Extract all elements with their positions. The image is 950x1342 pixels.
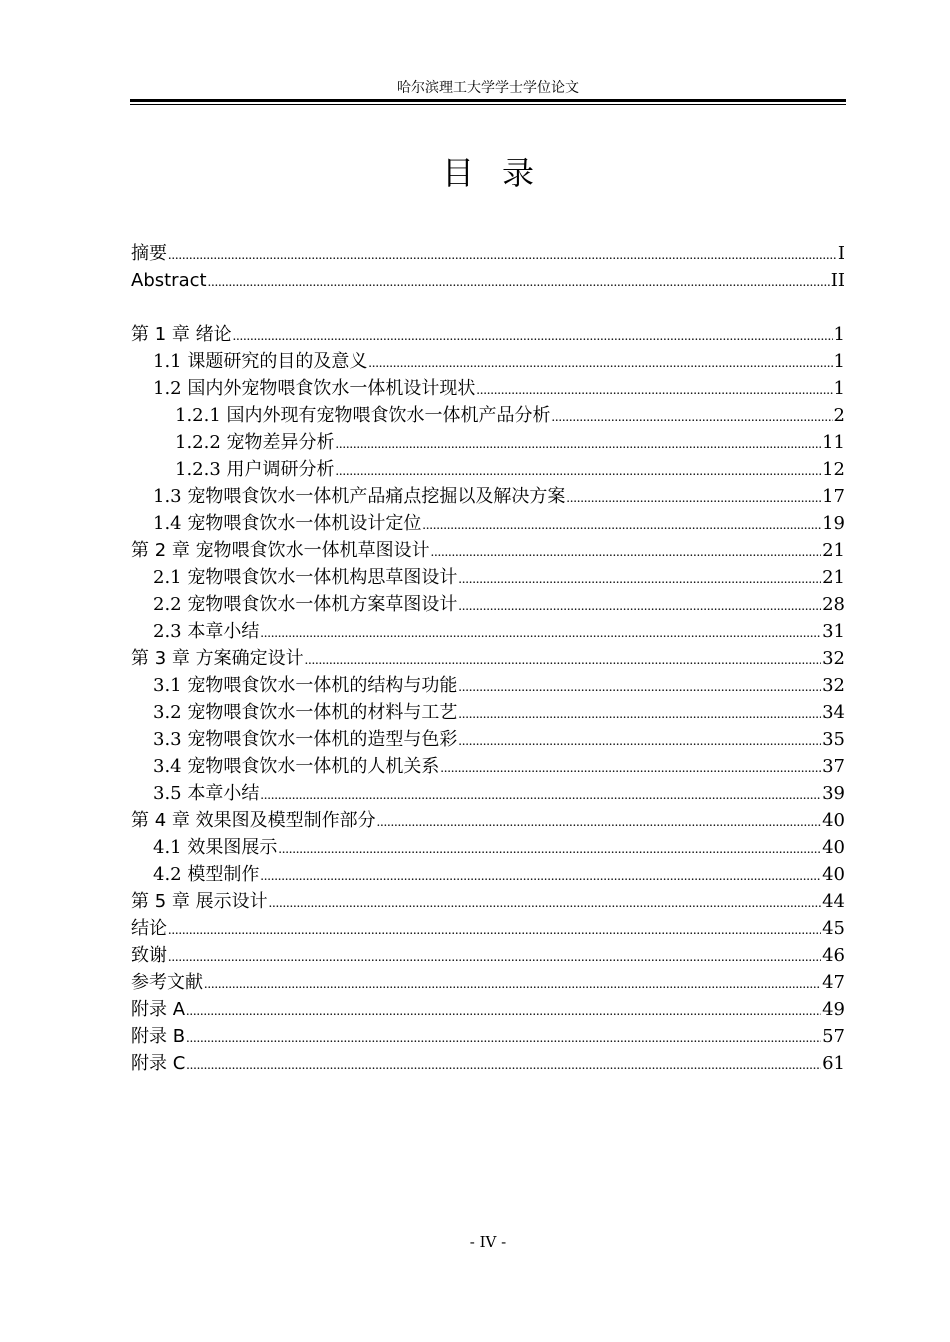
toc-entry[interactable] xyxy=(131,537,845,564)
toc-entry-label: 1.2 国内外宠物喂食饮水一体机设计现状 xyxy=(153,378,476,399)
toc-entry[interactable] xyxy=(131,348,845,375)
dot-leader xyxy=(168,917,821,944)
dot-leader xyxy=(269,890,821,917)
toc-entry[interactable] xyxy=(131,969,845,996)
toc-entry-label: 4.2 模型制作 xyxy=(153,864,260,885)
toc-entry[interactable] xyxy=(131,645,845,672)
toc-entry[interactable] xyxy=(131,267,845,294)
toc-entry-page: 31 xyxy=(822,621,845,642)
dot-leader xyxy=(186,1025,821,1052)
toc-entry-label: Abstract xyxy=(131,270,207,291)
toc-entry-page: 2 xyxy=(833,405,845,426)
toc-entry-label: 3.5 本章小结 xyxy=(153,783,260,804)
toc-entry-page: II xyxy=(830,270,845,291)
toc-entry-label: 1.4 宠物喂食饮水一体机设计定位 xyxy=(153,513,422,534)
dot-leader xyxy=(377,809,821,836)
toc-entry[interactable] xyxy=(131,483,845,510)
toc-entry-page: 46 xyxy=(822,945,845,966)
toc-entry-label: 附录 A xyxy=(131,999,186,1020)
toc-entry-label: 2.2 宠物喂食饮水一体机方案草图设计 xyxy=(153,594,458,615)
toc-entry-label: 参考文献 xyxy=(131,972,203,993)
dot-leader xyxy=(204,971,821,998)
toc-entry-label: 第 4 章 效果图及模型制作部分 xyxy=(131,810,376,831)
toc-entry-page: 34 xyxy=(822,702,845,723)
toc-entry-label: 第 3 章 方案确定设计 xyxy=(131,648,304,669)
toc-entry-page: 40 xyxy=(822,837,845,858)
toc-entry[interactable] xyxy=(131,510,845,537)
dot-leader xyxy=(368,350,832,377)
toc-entry-label: 1.2.1 国内外现有宠物喂食饮水一体机产品分析 xyxy=(175,405,551,426)
toc-title: 目录 xyxy=(441,154,562,192)
toc-entry[interactable] xyxy=(131,996,845,1023)
toc-entry[interactable] xyxy=(131,753,845,780)
toc-entry-page: 39 xyxy=(822,783,845,804)
toc-entry-page: 19 xyxy=(822,513,845,534)
toc-entry-label: 4.1 效果图展示 xyxy=(153,837,278,858)
toc-entry-page: 17 xyxy=(822,486,845,507)
toc-entry[interactable] xyxy=(131,375,845,402)
toc-entry-page: 21 xyxy=(822,567,845,588)
toc-entry[interactable] xyxy=(131,321,845,348)
toc-entry-label: 1.2.3 用户调研分析 xyxy=(175,459,335,480)
toc-entry-label: 第 1 章 绪论 xyxy=(131,324,232,345)
dot-leader xyxy=(458,674,821,701)
dot-leader xyxy=(186,1052,821,1079)
toc-entry[interactable] xyxy=(131,780,845,807)
toc-entry-label: 结论 xyxy=(131,918,167,939)
toc-entry-page: 1 xyxy=(833,324,845,345)
toc-entry[interactable] xyxy=(131,429,845,456)
toc-entry-page: 57 xyxy=(822,1026,845,1047)
toc-entry-page: 49 xyxy=(822,999,845,1020)
toc-entry-page: 40 xyxy=(822,810,845,831)
dot-leader xyxy=(458,701,821,728)
table-of-contents xyxy=(131,240,845,1077)
toc-entry-label: 1.3 宠物喂食饮水一体机产品痛点挖掘以及解决方案 xyxy=(153,486,566,507)
toc-entry[interactable] xyxy=(131,807,845,834)
toc-entry-page: 32 xyxy=(822,675,845,696)
toc-entry[interactable] xyxy=(131,456,845,483)
dot-leader xyxy=(208,269,830,296)
toc-entry[interactable] xyxy=(131,1050,845,1077)
toc-entry-label: 3.1 宠物喂食饮水一体机的结构与功能 xyxy=(153,675,458,696)
toc-entry[interactable] xyxy=(131,861,845,888)
header-rule-thick xyxy=(130,99,846,102)
dot-leader xyxy=(458,728,821,755)
toc-entry-page: 1 xyxy=(833,378,845,399)
toc-entry[interactable] xyxy=(131,726,845,753)
toc-entry-label: 2.1 宠物喂食饮水一体机构思草图设计 xyxy=(153,567,458,588)
dot-leader xyxy=(260,863,821,890)
toc-entry[interactable] xyxy=(131,618,845,645)
toc-entry-page: 1 xyxy=(833,351,845,372)
toc-entry[interactable] xyxy=(131,888,845,915)
toc-entry-label: 附录 C xyxy=(131,1053,186,1074)
toc-entry[interactable] xyxy=(131,942,845,969)
dot-leader xyxy=(305,647,821,674)
toc-entry[interactable] xyxy=(131,240,845,267)
toc-entry[interactable] xyxy=(131,672,845,699)
toc-entry-label: 摘要 xyxy=(131,243,167,264)
toc-entry-page: 32 xyxy=(822,648,845,669)
toc-entry-page: 44 xyxy=(822,891,845,912)
toc-entry-label: 1.2.2 宠物差异分析 xyxy=(175,432,335,453)
toc-entry-page: 61 xyxy=(822,1053,845,1074)
toc-entry-label: 2.3 本章小结 xyxy=(153,621,260,642)
toc-entry-page: 21 xyxy=(822,540,845,561)
toc-entry-page: 11 xyxy=(822,432,845,453)
toc-entry-label: 第 2 章 宠物喂食饮水一体机草图设计 xyxy=(131,540,430,561)
dot-leader xyxy=(458,593,821,620)
header-rule-thin xyxy=(130,104,846,105)
toc-entry[interactable] xyxy=(131,699,845,726)
dot-leader xyxy=(186,998,821,1025)
page-number: - IV - xyxy=(469,1233,507,1251)
toc-entry-page: 37 xyxy=(822,756,845,777)
toc-entry-page: 12 xyxy=(822,459,845,480)
toc-entry-page: 28 xyxy=(822,594,845,615)
toc-entry-page: I xyxy=(837,243,845,264)
dot-leader xyxy=(260,620,821,647)
toc-entry-label: 1.1 课题研究的目的及意义 xyxy=(153,351,368,372)
toc-entry[interactable] xyxy=(131,1023,845,1050)
dot-leader xyxy=(336,458,822,485)
dot-leader xyxy=(431,539,821,566)
dot-leader xyxy=(168,242,837,269)
toc-entry-page: 45 xyxy=(822,918,845,939)
dot-leader xyxy=(476,377,832,404)
toc-entry-page: 35 xyxy=(822,729,845,750)
dot-leader xyxy=(422,512,821,539)
toc-entry[interactable] xyxy=(131,915,845,942)
toc-entry[interactable] xyxy=(131,402,845,429)
toc-entry-label: 附录 B xyxy=(131,1026,186,1047)
dot-leader xyxy=(566,485,821,512)
dot-leader xyxy=(440,755,821,782)
toc-entry-label: 3.3 宠物喂食饮水一体机的造型与色彩 xyxy=(153,729,458,750)
dot-leader xyxy=(233,323,833,350)
toc-entry-label: 致谢 xyxy=(131,945,167,966)
dot-leader xyxy=(458,566,821,593)
toc-entry[interactable] xyxy=(131,564,845,591)
toc-entry[interactable] xyxy=(131,591,845,618)
dot-leader xyxy=(260,782,821,809)
running-header: 哈尔滨理工大学学士学位论文 xyxy=(397,80,579,96)
dot-leader xyxy=(168,944,821,971)
toc-entry-label: 第 5 章 展示设计 xyxy=(131,891,268,912)
dot-leader xyxy=(552,404,833,431)
toc-entry[interactable] xyxy=(131,834,845,861)
toc-entry-label: 3.4 宠物喂食饮水一体机的人机关系 xyxy=(153,756,440,777)
toc-entry-page: 40 xyxy=(822,864,845,885)
toc-entry-label: 3.2 宠物喂食饮水一体机的材料与工艺 xyxy=(153,702,458,723)
dot-leader xyxy=(278,836,821,863)
dot-leader xyxy=(336,431,822,458)
toc-entry-page: 47 xyxy=(822,972,845,993)
